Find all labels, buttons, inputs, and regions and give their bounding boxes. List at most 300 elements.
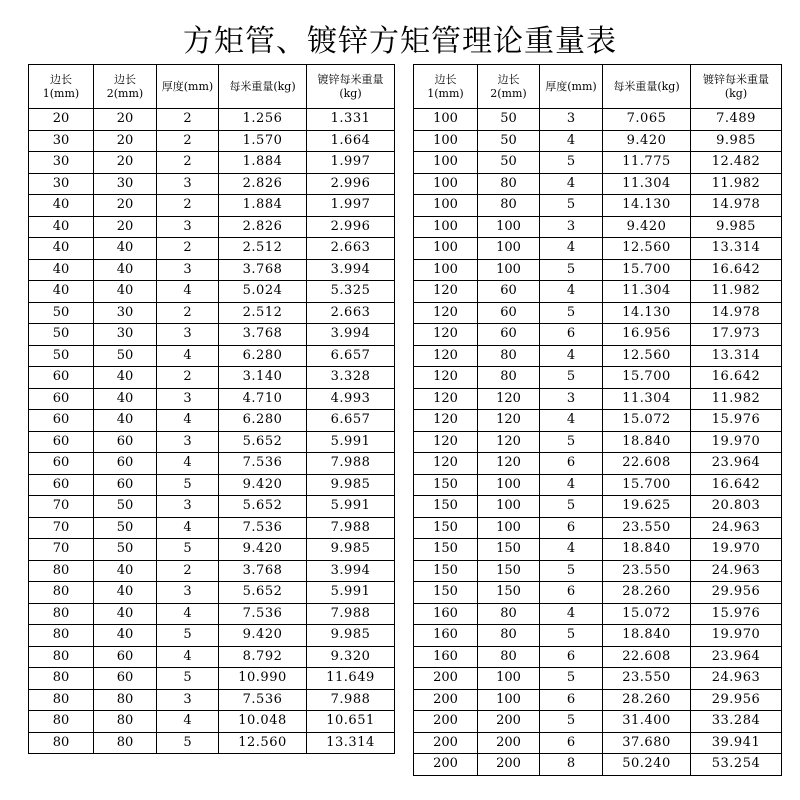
cell-galvanized-weight: 11.649 [307, 668, 395, 690]
cell-side2: 40 [94, 367, 157, 389]
table-row [29, 345, 395, 367]
cell-side1: 30 [29, 152, 94, 174]
table-row [29, 560, 395, 582]
cell-thickness: 4 [540, 173, 603, 195]
cell-galvanized-weight: 29.956 [691, 582, 782, 604]
cell-side1: 40 [29, 195, 94, 217]
cell-weight: 18.840 [603, 539, 691, 561]
cell-thickness: 5 [540, 302, 603, 324]
cell-side1: 120 [414, 410, 478, 432]
cell-side2: 120 [478, 453, 540, 475]
cell-side2: 20 [94, 130, 157, 152]
cell-thickness: 4 [157, 646, 219, 668]
cell-galvanized-weight: 15.976 [691, 603, 782, 625]
cell-galvanized-weight: 7.988 [307, 453, 395, 475]
cell-galvanized-weight: 5.325 [307, 281, 395, 303]
cell-galvanized-weight: 7.988 [307, 689, 395, 711]
cell-weight: 9.420 [603, 216, 691, 238]
cell-weight: 3.768 [219, 259, 307, 281]
cell-side1: 150 [414, 496, 478, 518]
cell-galvanized-weight: 6.657 [307, 410, 395, 432]
cell-weight: 2.512 [219, 302, 307, 324]
cell-side1: 80 [29, 625, 94, 647]
cell-side2: 60 [478, 324, 540, 346]
cell-side2: 80 [94, 732, 157, 754]
cell-galvanized-weight: 16.642 [691, 474, 782, 496]
table-row [414, 259, 782, 281]
cell-thickness: 5 [157, 539, 219, 561]
cell-galvanized-weight: 16.642 [691, 367, 782, 389]
cell-weight: 14.130 [603, 302, 691, 324]
cell-side2: 60 [478, 302, 540, 324]
cell-weight: 1.570 [219, 130, 307, 152]
cell-galvanized-weight: 5.991 [307, 496, 395, 518]
cell-thickness: 3 [157, 216, 219, 238]
cell-galvanized-weight: 9.985 [307, 539, 395, 561]
cell-galvanized-weight: 9.985 [307, 474, 395, 496]
cell-thickness: 2 [157, 152, 219, 174]
cell-thickness: 6 [540, 453, 603, 475]
cell-weight: 9.420 [603, 130, 691, 152]
cell-side2: 120 [478, 410, 540, 432]
cell-weight: 3.768 [219, 560, 307, 582]
cell-side2: 20 [94, 109, 157, 131]
cell-side2: 50 [478, 109, 540, 131]
cell-thickness: 4 [157, 517, 219, 539]
cell-side1: 150 [414, 539, 478, 561]
cell-weight: 7.536 [219, 517, 307, 539]
header-galvanized-weight: 镀锌每米重量 (kg) [307, 65, 395, 109]
cell-side2: 60 [478, 281, 540, 303]
cell-thickness: 6 [540, 517, 603, 539]
cell-side2: 80 [478, 646, 540, 668]
table-row [414, 388, 782, 410]
cell-weight: 22.608 [603, 646, 691, 668]
cell-galvanized-weight: 7.988 [307, 603, 395, 625]
table-row [414, 410, 782, 432]
cell-side1: 60 [29, 453, 94, 475]
cell-side2: 100 [478, 496, 540, 518]
cell-weight: 16.956 [603, 324, 691, 346]
cell-weight: 15.072 [603, 603, 691, 625]
cell-galvanized-weight: 19.970 [691, 431, 782, 453]
cell-side1: 60 [29, 474, 94, 496]
cell-side2: 100 [478, 216, 540, 238]
cell-galvanized-weight: 2.663 [307, 238, 395, 260]
weight-table-right [413, 64, 782, 776]
cell-thickness: 5 [540, 195, 603, 217]
table-row [29, 216, 395, 238]
table-row [414, 732, 782, 754]
cell-side2: 50 [478, 152, 540, 174]
cell-side1: 150 [414, 582, 478, 604]
cell-weight: 1.884 [219, 152, 307, 174]
cell-weight: 2.512 [219, 238, 307, 260]
cell-thickness: 4 [157, 345, 219, 367]
cell-galvanized-weight: 1.997 [307, 152, 395, 174]
cell-side1: 80 [29, 689, 94, 711]
header-weight-per-meter: 每米重量(kg) [603, 65, 691, 109]
table-row [414, 216, 782, 238]
cell-thickness: 6 [540, 646, 603, 668]
cell-side1: 200 [414, 668, 478, 690]
cell-side2: 40 [94, 560, 157, 582]
cell-side2: 100 [478, 238, 540, 260]
cell-galvanized-weight: 9.985 [691, 216, 782, 238]
table-row [414, 281, 782, 303]
cell-weight: 23.550 [603, 517, 691, 539]
cell-weight: 15.072 [603, 410, 691, 432]
table-row [414, 689, 782, 711]
table-row [414, 238, 782, 260]
cell-side1: 70 [29, 517, 94, 539]
table-row [414, 453, 782, 475]
cell-weight: 7.536 [219, 689, 307, 711]
cell-side2: 40 [94, 281, 157, 303]
table-row [414, 582, 782, 604]
cell-thickness: 4 [157, 410, 219, 432]
cell-weight: 14.130 [603, 195, 691, 217]
cell-weight: 12.560 [219, 732, 307, 754]
cell-thickness: 3 [157, 324, 219, 346]
cell-side2: 40 [94, 582, 157, 604]
table-row [29, 732, 395, 754]
cell-side1: 30 [29, 173, 94, 195]
cell-galvanized-weight: 11.982 [691, 173, 782, 195]
cell-side1: 150 [414, 474, 478, 496]
cell-weight: 11.304 [603, 281, 691, 303]
cell-side1: 100 [414, 216, 478, 238]
cell-galvanized-weight: 9.985 [691, 130, 782, 152]
table-row [414, 539, 782, 561]
cell-side1: 120 [414, 302, 478, 324]
cell-side1: 40 [29, 216, 94, 238]
cell-thickness: 3 [540, 109, 603, 131]
cell-thickness: 3 [540, 216, 603, 238]
cell-weight: 7.536 [219, 453, 307, 475]
cell-side2: 100 [478, 517, 540, 539]
cell-galvanized-weight: 24.963 [691, 517, 782, 539]
cell-thickness: 4 [540, 345, 603, 367]
cell-side1: 160 [414, 603, 478, 625]
cell-weight: 15.700 [603, 367, 691, 389]
cell-side2: 100 [478, 474, 540, 496]
cell-weight: 23.550 [603, 560, 691, 582]
cell-thickness: 3 [157, 259, 219, 281]
cell-galvanized-weight: 29.956 [691, 689, 782, 711]
table-row [29, 431, 395, 453]
table-row [29, 130, 395, 152]
cell-galvanized-weight: 10.651 [307, 711, 395, 733]
table-row [29, 281, 395, 303]
table-row [414, 517, 782, 539]
cell-thickness: 2 [157, 109, 219, 131]
cell-side2: 200 [478, 754, 540, 776]
cell-galvanized-weight: 19.970 [691, 625, 782, 647]
table-row [414, 324, 782, 346]
cell-thickness: 3 [157, 173, 219, 195]
table-row [29, 603, 395, 625]
cell-thickness: 5 [540, 711, 603, 733]
cell-side2: 20 [94, 195, 157, 217]
cell-galvanized-weight: 2.663 [307, 302, 395, 324]
cell-side1: 60 [29, 410, 94, 432]
table-row [29, 195, 395, 217]
cell-side1: 200 [414, 754, 478, 776]
cell-weight: 1.256 [219, 109, 307, 131]
table-row [29, 539, 395, 561]
table-header-row [414, 65, 782, 109]
cell-galvanized-weight: 3.328 [307, 367, 395, 389]
table-row [414, 367, 782, 389]
table-row [414, 711, 782, 733]
cell-thickness: 5 [157, 625, 219, 647]
cell-weight: 3.768 [219, 324, 307, 346]
cell-thickness: 4 [157, 603, 219, 625]
table-row [29, 388, 395, 410]
cell-thickness: 2 [157, 302, 219, 324]
cell-side1: 150 [414, 517, 478, 539]
cell-galvanized-weight: 2.996 [307, 173, 395, 195]
table-row [414, 109, 782, 131]
cell-side2: 30 [94, 324, 157, 346]
cell-thickness: 5 [540, 668, 603, 690]
cell-side2: 60 [94, 646, 157, 668]
cell-weight: 6.280 [219, 410, 307, 432]
cell-weight: 11.304 [603, 388, 691, 410]
cell-weight: 11.775 [603, 152, 691, 174]
table-row [29, 517, 395, 539]
cell-side1: 20 [29, 109, 94, 131]
cell-galvanized-weight: 33.284 [691, 711, 782, 733]
table-header-row [29, 65, 395, 109]
cell-side2: 40 [94, 259, 157, 281]
cell-thickness: 2 [157, 130, 219, 152]
table-row [29, 109, 395, 131]
table-row [29, 410, 395, 432]
table-row [29, 625, 395, 647]
cell-galvanized-weight: 7.489 [691, 109, 782, 131]
cell-side1: 60 [29, 388, 94, 410]
cell-side1: 80 [29, 732, 94, 754]
cell-galvanized-weight: 1.664 [307, 130, 395, 152]
cell-side2: 150 [478, 539, 540, 561]
cell-galvanized-weight: 6.657 [307, 345, 395, 367]
cell-side1: 80 [29, 582, 94, 604]
cell-side1: 80 [29, 646, 94, 668]
cell-galvanized-weight: 3.994 [307, 259, 395, 281]
cell-side2: 80 [478, 345, 540, 367]
cell-weight: 10.048 [219, 711, 307, 733]
table-row [29, 302, 395, 324]
cell-galvanized-weight: 24.963 [691, 668, 782, 690]
table-row [414, 345, 782, 367]
cell-thickness: 2 [157, 238, 219, 260]
cell-galvanized-weight: 24.963 [691, 560, 782, 582]
cell-weight: 9.420 [219, 474, 307, 496]
cell-side1: 50 [29, 345, 94, 367]
cell-side1: 120 [414, 431, 478, 453]
cell-thickness: 6 [540, 582, 603, 604]
cell-galvanized-weight: 53.254 [691, 754, 782, 776]
cell-galvanized-weight: 23.964 [691, 646, 782, 668]
cell-side1: 70 [29, 496, 94, 518]
cell-side2: 40 [94, 625, 157, 647]
cell-side2: 40 [94, 410, 157, 432]
cell-side2: 120 [478, 388, 540, 410]
cell-side2: 80 [478, 173, 540, 195]
cell-side2: 200 [478, 711, 540, 733]
cell-thickness: 4 [540, 539, 603, 561]
cell-weight: 7.065 [603, 109, 691, 131]
cell-weight: 19.625 [603, 496, 691, 518]
cell-side1: 200 [414, 689, 478, 711]
cell-side1: 120 [414, 388, 478, 410]
cell-thickness: 4 [157, 453, 219, 475]
table-row [414, 173, 782, 195]
cell-side2: 50 [478, 130, 540, 152]
cell-thickness: 5 [540, 496, 603, 518]
cell-side1: 200 [414, 711, 478, 733]
cell-side1: 80 [29, 603, 94, 625]
cell-galvanized-weight: 12.482 [691, 152, 782, 174]
table-row [414, 496, 782, 518]
cell-thickness: 2 [157, 195, 219, 217]
header-thickness: 厚度(mm) [540, 65, 603, 109]
cell-weight: 15.700 [603, 259, 691, 281]
cell-side2: 40 [94, 238, 157, 260]
header-weight-per-meter: 每米重量(kg) [219, 65, 307, 109]
cell-side1: 120 [414, 345, 478, 367]
cell-side2: 50 [94, 539, 157, 561]
cell-side2: 100 [478, 668, 540, 690]
cell-side2: 60 [94, 474, 157, 496]
cell-side1: 100 [414, 238, 478, 260]
cell-thickness: 4 [540, 238, 603, 260]
cell-thickness: 5 [540, 560, 603, 582]
table-row [414, 431, 782, 453]
cell-weight: 1.884 [219, 195, 307, 217]
cell-thickness: 4 [540, 474, 603, 496]
table-row [29, 646, 395, 668]
table-row [414, 302, 782, 324]
cell-thickness: 5 [540, 625, 603, 647]
cell-galvanized-weight: 39.941 [691, 732, 782, 754]
cell-weight: 50.240 [603, 754, 691, 776]
weight-table-left [28, 64, 395, 754]
cell-weight: 37.680 [603, 732, 691, 754]
table-row [29, 496, 395, 518]
table-row [414, 754, 782, 776]
cell-side2: 80 [478, 603, 540, 625]
table-row [29, 711, 395, 733]
cell-galvanized-weight: 1.331 [307, 109, 395, 131]
cell-weight: 9.420 [219, 539, 307, 561]
cell-weight: 3.140 [219, 367, 307, 389]
header-side2: 边长 2(mm) [94, 65, 157, 109]
cell-galvanized-weight: 23.964 [691, 453, 782, 475]
cell-side2: 100 [478, 259, 540, 281]
header-side2: 边长 2(mm) [478, 65, 540, 109]
table-row [414, 152, 782, 174]
cell-weight: 18.840 [603, 431, 691, 453]
cell-weight: 6.280 [219, 345, 307, 367]
table-row [29, 474, 395, 496]
cell-galvanized-weight: 14.978 [691, 195, 782, 217]
cell-thickness: 3 [157, 496, 219, 518]
cell-thickness: 4 [157, 711, 219, 733]
cell-thickness: 4 [540, 603, 603, 625]
table-row [29, 689, 395, 711]
cell-side2: 20 [94, 216, 157, 238]
cell-weight: 8.792 [219, 646, 307, 668]
cell-galvanized-weight: 17.973 [691, 324, 782, 346]
cell-thickness: 3 [157, 388, 219, 410]
cell-weight: 11.304 [603, 173, 691, 195]
cell-weight: 23.550 [603, 668, 691, 690]
cell-side1: 30 [29, 130, 94, 152]
cell-side2: 20 [94, 152, 157, 174]
cell-weight: 22.608 [603, 453, 691, 475]
cell-galvanized-weight: 14.978 [691, 302, 782, 324]
cell-side2: 200 [478, 732, 540, 754]
cell-side2: 50 [94, 496, 157, 518]
cell-thickness: 3 [157, 431, 219, 453]
cell-side1: 120 [414, 281, 478, 303]
cell-weight: 5.024 [219, 281, 307, 303]
cell-side1: 40 [29, 281, 94, 303]
cell-weight: 2.826 [219, 216, 307, 238]
table-row [29, 367, 395, 389]
cell-thickness: 5 [540, 152, 603, 174]
cell-side2: 50 [94, 517, 157, 539]
cell-thickness: 4 [540, 130, 603, 152]
cell-side1: 80 [29, 668, 94, 690]
cell-thickness: 4 [157, 281, 219, 303]
cell-galvanized-weight: 3.994 [307, 324, 395, 346]
cell-weight: 18.840 [603, 625, 691, 647]
cell-side1: 150 [414, 560, 478, 582]
cell-side2: 80 [478, 625, 540, 647]
cell-side2: 50 [94, 345, 157, 367]
cell-galvanized-weight: 9.985 [307, 625, 395, 647]
table-row [414, 603, 782, 625]
cell-side2: 150 [478, 560, 540, 582]
cell-side1: 50 [29, 324, 94, 346]
cell-side1: 100 [414, 173, 478, 195]
cell-side2: 80 [94, 689, 157, 711]
cell-side2: 40 [94, 388, 157, 410]
table-row [29, 259, 395, 281]
cell-weight: 5.652 [219, 431, 307, 453]
cell-side1: 120 [414, 367, 478, 389]
cell-side2: 100 [478, 689, 540, 711]
page-title: 方矩管、镀锌方矩管理论重量表 [183, 24, 617, 59]
cell-thickness: 6 [540, 689, 603, 711]
cell-galvanized-weight: 13.314 [307, 732, 395, 754]
cell-thickness: 6 [540, 732, 603, 754]
cell-weight: 5.652 [219, 582, 307, 604]
table-row [414, 474, 782, 496]
cell-side2: 60 [94, 453, 157, 475]
table-row [29, 238, 395, 260]
cell-galvanized-weight: 9.320 [307, 646, 395, 668]
cell-side1: 100 [414, 152, 478, 174]
table-row [29, 453, 395, 475]
table-row [29, 152, 395, 174]
cell-side1: 80 [29, 560, 94, 582]
cell-thickness: 5 [157, 668, 219, 690]
